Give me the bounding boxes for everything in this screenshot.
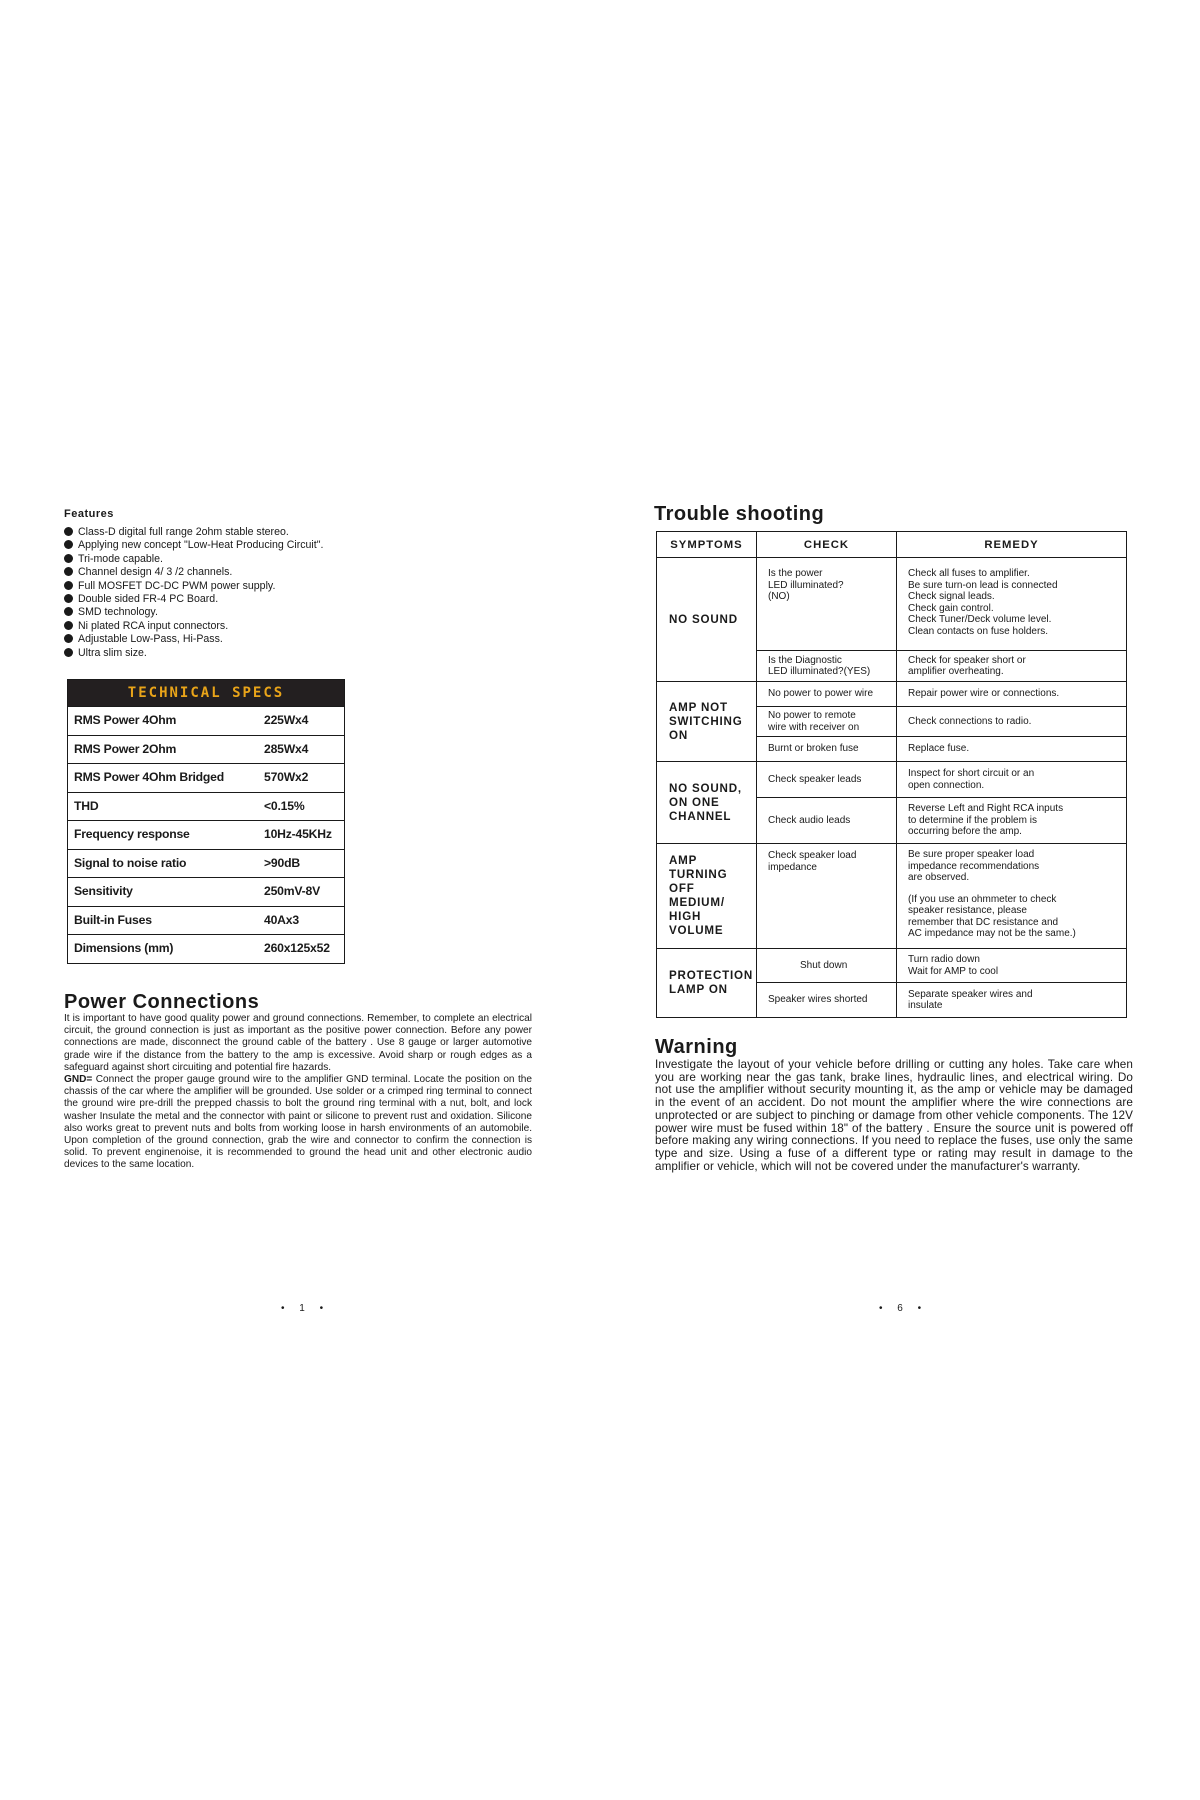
spec-row xyxy=(68,763,344,792)
feature-text: Tri-mode capable. xyxy=(78,552,163,565)
symptoms-header: SYMPTOMS xyxy=(657,532,757,558)
remedy-cell: Repair power wire or connections. xyxy=(897,682,1127,707)
table-row xyxy=(657,844,1127,949)
check-cell: Check speaker load impedance xyxy=(757,844,897,949)
spec-value: 250mV-8V xyxy=(264,884,320,898)
check-header: CHECK xyxy=(757,532,897,558)
remedy-cell: Replace fuse. xyxy=(897,737,1127,762)
table-header-row xyxy=(657,532,1127,558)
spec-value: 285Wx4 xyxy=(264,741,309,756)
check-cell: Is the power LED illuminated? (NO) xyxy=(757,558,897,651)
remedy-cell: Turn radio down Wait for AMP to cool xyxy=(897,949,1127,983)
feature-text: Adjustable Low-Pass, Hi-Pass. xyxy=(78,633,223,646)
bullet-icon xyxy=(64,634,73,643)
power-connections-body xyxy=(64,1013,532,1172)
check-cell: Shut down xyxy=(757,949,897,983)
spec-label: THD xyxy=(74,798,99,813)
gnd-text: Connect the proper gauge ground wire to the amplifier GND terminal. Locate the position on the chassis of the car where the amplifier will be grounded. Use solder or a crimped ring terminal to connect the ground wire pre-drill the prepped chassis to bolt the ground ring terminal with a nut, bolt, and lock washer Insulate the metal and the connector with paint or silicone to prevent rust and oxidation. Silicone also works great to prevent nuts and bolts from working loose in harsh environments of an automobile. Upon completion of the ground connection, grab the wire and connector to confirm the connection is solid. To prevent enginenoise, it is recommended to ground the head unit and other electronic audio devices to the same location. xyxy=(64,1074,532,1171)
table-row xyxy=(657,558,1127,651)
power-paragraph-1: It is important to have good quality power and ground connections. Remember, to complete an electrical circuit, the ground connection is just as important as the positive power connection. Before any power connections are made, disconnect the ground cable of the battery . Use 8 gauge or larger automotive grade wire if the distance from the battery to the amp is excessive. Avoid sharp or rough edges as a safeguard against short circuiting and potential fire hazards. xyxy=(64,1013,532,1073)
spec-value: <0.15% xyxy=(264,798,305,813)
spec-label: Dimensions (mm) xyxy=(74,941,174,955)
spec-label: Sensitivity xyxy=(74,884,133,898)
symptom-protection-lamp-on: PROTECTION LAMP ON xyxy=(657,949,757,1018)
remedy-header: REMEDY xyxy=(897,532,1127,558)
remedy-cell: Inspect for short circuit or an open connection. xyxy=(897,762,1127,798)
spec-label: Frequency response xyxy=(74,827,190,841)
remedy-cell: Reverse Left and Right RCA inputs to determine if the problem is occurring before the amp. xyxy=(897,798,1127,844)
page-number-left: • 1 • xyxy=(281,1303,330,1314)
spec-row xyxy=(68,735,344,764)
check-cell: Check audio leads xyxy=(757,798,897,844)
feature-item xyxy=(64,539,323,552)
bullet-icon xyxy=(64,527,73,536)
symptom-amp-not-switching-on: AMP NOT SWITCHING ON xyxy=(657,682,757,762)
power-paragraph-2 xyxy=(64,1074,532,1172)
spec-label: Built-in Fuses xyxy=(74,912,152,927)
technical-specs-header: TECHNICAL SPECS xyxy=(68,680,344,706)
spec-row xyxy=(68,849,344,878)
spec-row xyxy=(68,820,344,849)
feature-text: Double sided FR-4 PC Board. xyxy=(78,592,219,605)
warning-heading: Warning xyxy=(655,1036,738,1058)
feature-item xyxy=(64,580,323,593)
technical-specs-rows xyxy=(68,706,344,963)
feature-text: Full MOSFET DC-DC PWM power supply. xyxy=(78,579,276,592)
bullet-icon xyxy=(64,567,73,576)
remedy-impedance: Be sure proper speaker load impedance recommendations are observed. xyxy=(908,849,1040,883)
feature-item xyxy=(64,620,323,633)
check-cell: Speaker wires shorted xyxy=(757,983,897,1018)
gnd-label: GND= xyxy=(64,1074,93,1086)
bullet-icon xyxy=(64,554,73,563)
spec-label: Signal to noise ratio xyxy=(74,855,187,870)
page-number-right: • 6 • xyxy=(879,1303,928,1314)
check-cell: Is the Diagnostic LED illuminated?(YES) xyxy=(757,651,897,682)
check-cell: Check speaker leads xyxy=(757,762,897,798)
spec-value: 10Hz-45KHz xyxy=(264,827,332,841)
check-cell: Burnt or broken fuse xyxy=(757,737,897,762)
feature-text: Ni plated RCA input connectors. xyxy=(78,619,229,632)
symptom-amp-turning-off: AMP TURNING OFF MEDIUM/ HIGH VOLUME xyxy=(657,844,757,949)
feature-item xyxy=(64,553,323,566)
technical-specs-table xyxy=(67,679,345,964)
feature-text: SMD technology. xyxy=(78,606,158,619)
spec-value: 570Wx2 xyxy=(264,770,309,784)
troubleshooting-heading: Trouble shooting xyxy=(654,503,825,525)
feature-text: Ultra slim size. xyxy=(78,646,147,659)
remedy-cell xyxy=(897,844,1127,949)
feature-text: Channel design 4/ 3 /2 channels. xyxy=(78,566,233,579)
warning-body: Investigate the layout of your vehicle before drilling or cutting any holes. Take care when you are working near the gas tank, brake lines, hydraulic lines, and electrical wiring. Do not use the amplifier without security mounting it, as the amp or vehicle may be damaged in the event of an accident. Do not mount the amplifier where the wire connections are unprotected or are subject to pinching or damage from other vehicle components. The 12V power wire must be fused within 18" of the battery . Ensure the source unit is powered off before making any wiring connections. If you need to replace the fuses, use only the same type and size. Using a fuse of a different type or rating may result in damage to the amplifier or vehicle, which will not be covered under the manufacturer's warranty. xyxy=(655,1058,1133,1173)
symptom-no-sound-one-channel: NO SOUND, ON ONE CHANNEL xyxy=(657,762,757,844)
spec-label: RMS Power 4Ohm xyxy=(74,713,177,727)
remedy-cell: Separate speaker wires and insulate xyxy=(897,983,1127,1018)
spec-value: 40Ax3 xyxy=(264,912,299,927)
spec-row xyxy=(68,906,344,935)
table-row xyxy=(657,682,1127,707)
spec-row xyxy=(68,706,344,735)
feature-item xyxy=(64,566,323,579)
remedy-cell: Check all fuses to amplifier. Be sure turn-on lead is connected Check signal leads. Check gain control. Check Tuner/Deck volume level. Clean contacts on fuse holders. xyxy=(897,558,1127,651)
check-cell: No power to power wire xyxy=(757,682,897,707)
bullet-icon xyxy=(64,581,73,590)
troubleshooting-table xyxy=(656,531,1127,1018)
feature-item xyxy=(64,606,323,619)
feature-item xyxy=(64,593,323,606)
spec-row xyxy=(68,792,344,821)
bullet-icon xyxy=(64,621,73,630)
remedy-cell: Check for speaker short or amplifier overheating. xyxy=(897,651,1127,682)
remedy-ohmmeter-note: (If you use an ohmmeter to check speaker resistance, please remember that DC resistance and AC impedance may not be the same.) xyxy=(908,893,1076,939)
spec-row xyxy=(68,877,344,906)
features-list xyxy=(64,526,323,660)
spec-label: RMS Power 4Ohm Bridged xyxy=(74,770,224,784)
feature-text: Applying new concept "Low-Heat Producing Circuit". xyxy=(78,539,324,552)
symptom-no-sound: NO SOUND xyxy=(657,558,757,682)
feature-text: Class-D digital full range 2ohm stable stereo. xyxy=(78,526,289,538)
table-row xyxy=(657,762,1127,798)
bullet-icon xyxy=(64,594,73,603)
remedy-cell: Check connections to radio. xyxy=(897,707,1127,737)
power-connections-heading: Power Connections xyxy=(64,991,260,1013)
feature-item xyxy=(64,633,323,646)
bullet-icon xyxy=(64,607,73,616)
spec-label: RMS Power 2Ohm xyxy=(74,741,177,756)
bullet-icon xyxy=(64,540,73,549)
feature-item xyxy=(64,526,323,539)
table-row xyxy=(657,949,1127,983)
spec-value: 260x125x52 xyxy=(264,941,330,955)
features-heading: Features xyxy=(64,508,114,520)
feature-item xyxy=(64,647,323,660)
check-cell: No power to remote wire with receiver on xyxy=(757,707,897,737)
spec-value: 225Wx4 xyxy=(264,713,309,727)
bullet-icon xyxy=(64,648,73,657)
spec-value: >90dB xyxy=(264,855,300,870)
spec-row xyxy=(68,934,344,963)
